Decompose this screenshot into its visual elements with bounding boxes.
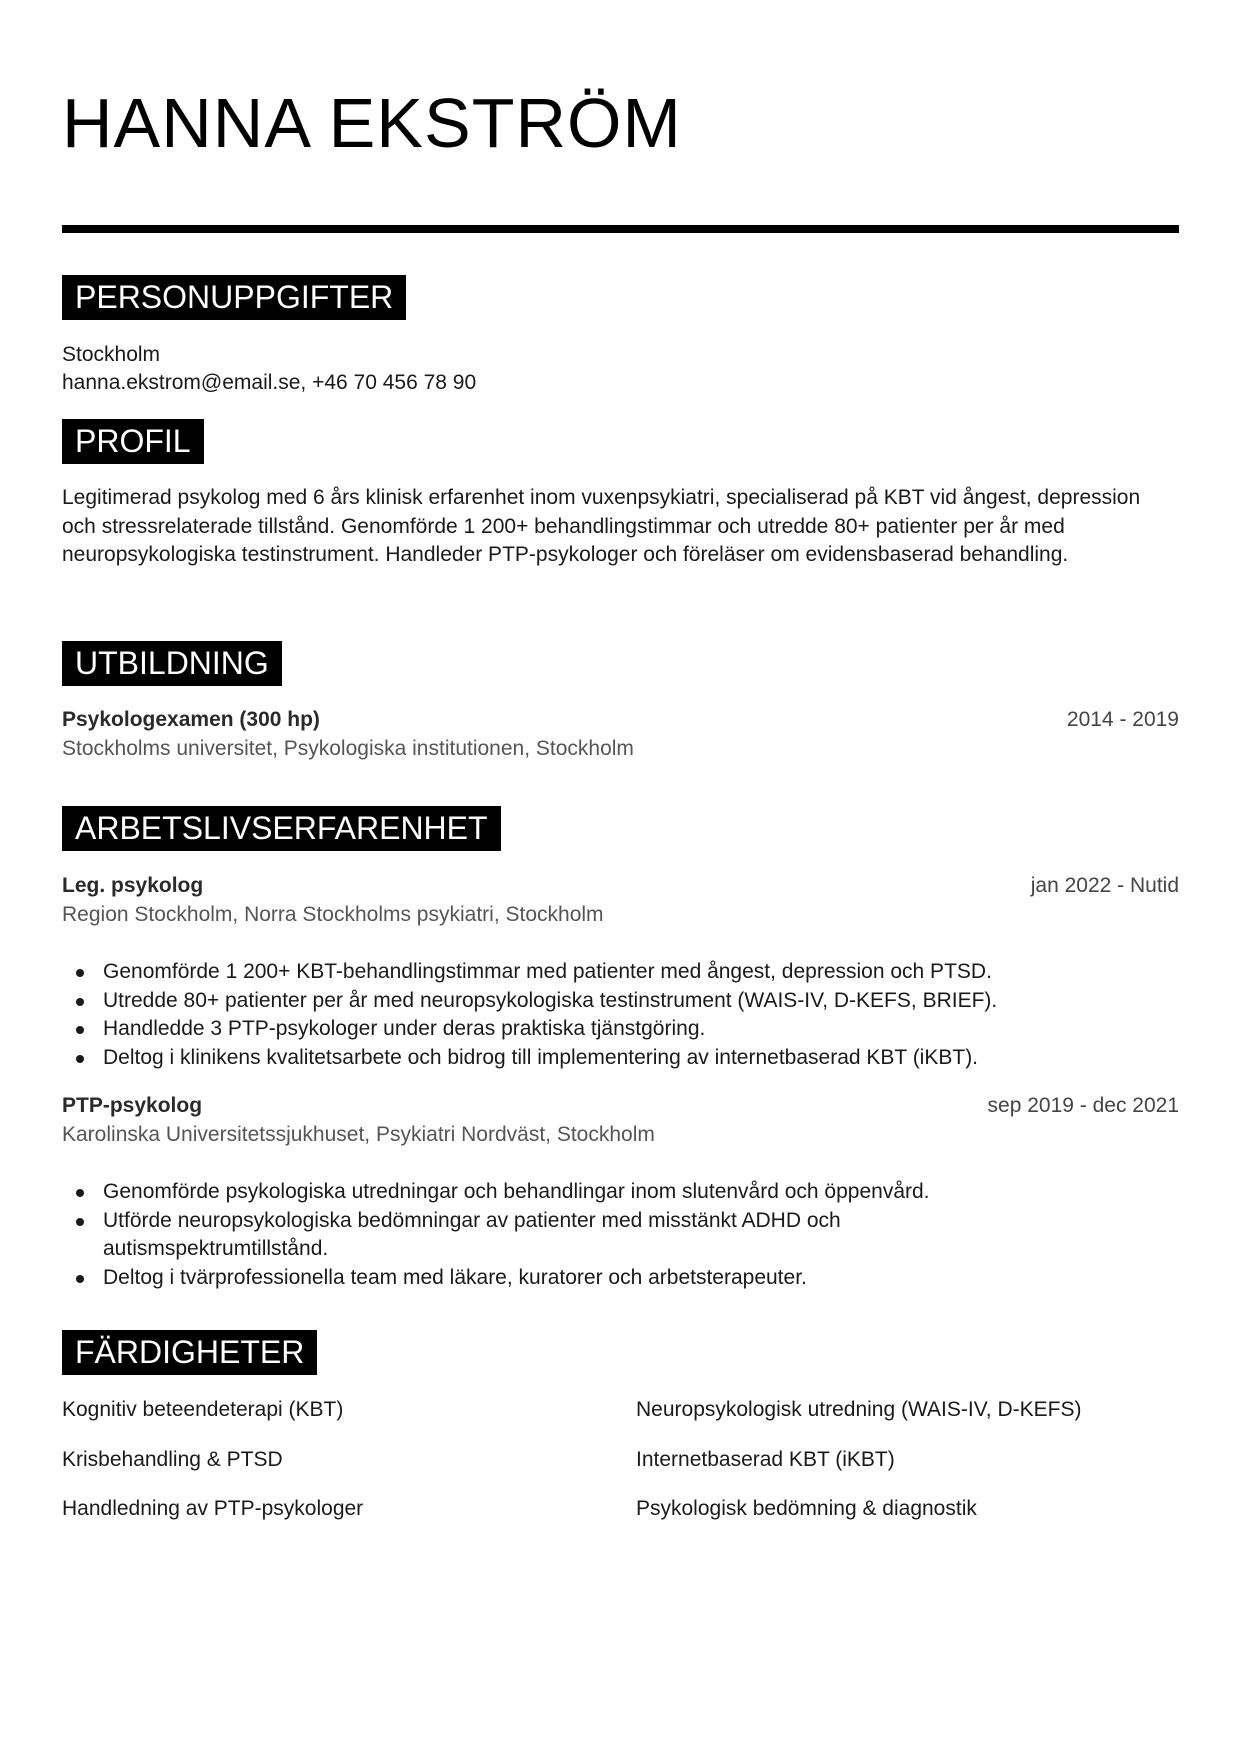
- section-heading-education: UTBILDNING: [62, 641, 282, 686]
- list-item: Genomförde 1 200+ KBT-behandlingstimmar med patienter med ångest, depression och PTSD.: [103, 958, 1103, 987]
- job-title: Leg. psykolog: [62, 874, 204, 897]
- candidate-name: HANNA EKSTRÖM: [62, 84, 682, 162]
- list-item: Genomförde psykologiska utredningar och behandlingar inom slutenvård och öppenvård.: [103, 1178, 983, 1207]
- job-date: jan 2022 - Nutid: [1030, 874, 1179, 897]
- section-heading-personal: PERSONUPPGIFTER: [62, 275, 406, 320]
- education-date: 2014 - 2019: [1066, 708, 1179, 731]
- list-item: Utförde neuropsykologiska bedömningar av patienter med misstänkt ADHD och autismspektrumtillstånd.: [103, 1207, 983, 1264]
- header-divider: [62, 225, 1179, 233]
- skill-item: Internetbaserad KBT (iKBT): [636, 1448, 895, 1471]
- list-item: Handledde 3 PTP-psykologer under deras praktiska tjänstgöring.: [103, 1015, 1103, 1044]
- section-heading-profile: PROFIL: [62, 419, 204, 464]
- experience-entry-header: [62, 1092, 1179, 1120]
- job-achievements: [62, 958, 1103, 1072]
- job-achievements: [62, 1178, 983, 1292]
- skill-item: Handledning av PTP-psykologer: [62, 1497, 364, 1520]
- education-institution: Stockholms universitet, Psykologiska institutionen, Stockholm: [62, 737, 634, 760]
- job-employer: Karolinska Universitetssjukhuset, Psykiatri Nordväst, Stockholm: [62, 1123, 655, 1146]
- skill-item: Neuropsykologisk utredning (WAIS-IV, D-KEFS): [636, 1398, 1082, 1421]
- skill-item: Kognitiv beteendeterapi (KBT): [62, 1398, 344, 1421]
- skill-item: Krisbehandling & PTSD: [62, 1448, 283, 1471]
- job-employer: Region Stockholm, Norra Stockholms psykiatri, Stockholm: [62, 903, 604, 926]
- education-degree: Psykologexamen (300 hp): [62, 708, 320, 731]
- job-date: sep 2019 - dec 2021: [987, 1094, 1179, 1117]
- section-heading-experience: ARBETSLIVSERFARENHET: [62, 806, 501, 851]
- list-item: Utredde 80+ patienter per år med neuropsykologiska testinstrument (WAIS-IV, D-KEFS, BRIEF).: [103, 987, 1103, 1016]
- education-entry-header: [62, 706, 1179, 734]
- personal-contact: hanna.ekstrom@email.se, +46 70 456 78 90: [62, 371, 477, 394]
- experience-entry-header: [62, 872, 1179, 900]
- skill-item: Psykologisk bedömning & diagnostik: [636, 1497, 977, 1520]
- personal-city: Stockholm: [62, 343, 161, 366]
- list-item: Deltog i tvärprofessionella team med läkare, kuratorer och arbetsterapeuter.: [103, 1264, 983, 1293]
- section-heading-skills: FÄRDIGHETER: [62, 1330, 317, 1375]
- profile-summary: Legitimerad psykolog med 6 års klinisk erfarenhet inom vuxenpsykiatri, specialiserad på KBT vid ångest, depression och stressrelaterade tillstånd. Genomförde 1 200+ behandlingstimmar och utredde 80+ patienter per år med neuropsykologiska testinstrument. Handleder PTP-psykologer och föreläser om evidensbaserad behandling.: [62, 486, 1141, 566]
- list-item: Deltog i klinikens kvalitetsarbete och bidrog till implementering av internetbaserad KBT (iKBT).: [103, 1044, 1103, 1073]
- job-title: PTP-psykolog: [62, 1094, 203, 1117]
